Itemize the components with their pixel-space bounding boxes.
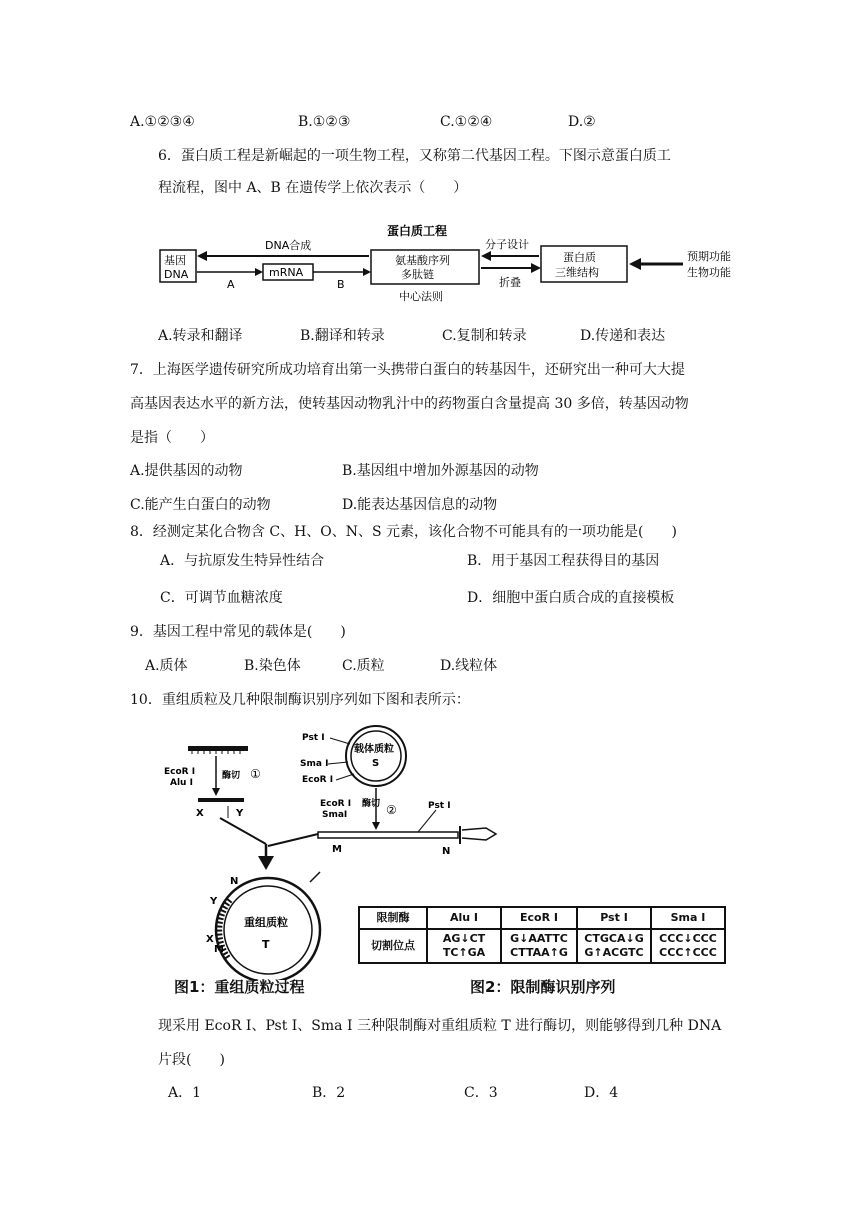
q5-option-d: D.② xyxy=(568,114,596,130)
cut-1-label: 酶切 xyxy=(222,771,241,781)
q7-option-a: A.提供基因的动物 xyxy=(130,463,243,479)
recomb-label-1: 重组质粒 xyxy=(244,916,288,929)
pst-label: Pst I xyxy=(302,733,325,743)
table-cell-sma xyxy=(651,929,725,963)
q8-option-c: C．可调节血糖浓度 xyxy=(160,590,283,606)
alu-bottom: TC↑GA xyxy=(442,946,486,959)
q9-stem: 9．基因工程中常见的载体是( ) xyxy=(130,624,346,640)
gene-box-line2: DNA xyxy=(164,268,189,281)
q10-option-a: A．1 xyxy=(168,1085,202,1101)
q9-option-d: D.线粒体 xyxy=(440,658,498,674)
q9-option-c: C.质粒 xyxy=(342,658,385,674)
linear-vector xyxy=(318,832,458,838)
y-label: Y xyxy=(236,808,244,819)
a-arrowhead xyxy=(255,268,263,276)
table-header-enzyme: 限制酶 xyxy=(359,907,427,929)
q8-option-d: D．细胞中蛋白质合成的直接模板 xyxy=(467,590,675,606)
gene-fragment-top xyxy=(188,746,248,751)
vector-plasmid-inner xyxy=(351,731,401,781)
table-row-label: 切割位点 xyxy=(359,929,427,963)
q5-option-a: A.①②③④ xyxy=(130,114,195,130)
m2-label: M xyxy=(214,944,224,955)
dna-synthesis-label: DNA合成 xyxy=(265,239,312,252)
sma-top: CCC↓CCC xyxy=(659,932,717,945)
amino-acid-line2: 多肽链 xyxy=(401,268,434,281)
converge-left xyxy=(220,818,266,844)
table-cell-alu xyxy=(427,929,501,963)
molecular-design-label: 分子设计 xyxy=(485,238,529,251)
q7-stem-line2: 高基因表达水平的新方法，使转基因动物乳汁中的药物蛋白含量提高 30 多倍，转基因动物 xyxy=(130,396,689,412)
expected-function-line1: 预期功能 xyxy=(687,250,731,263)
pointer-arrow xyxy=(310,872,320,882)
q7-option-b: B.基因组中增加外源基因的动物 xyxy=(342,463,539,479)
q10-question-line1: 现采用 EcoR I、Pst I、Sma I 三种限制酶对重组质粒 T 进行酶切，则能够得到几种 DNA xyxy=(158,1018,722,1034)
table-header-sma: Sma I xyxy=(651,907,725,929)
q8-option-a: A．与抗原发生特异性结合 xyxy=(160,553,325,569)
amino-acid-line1: 氨基酸序列 xyxy=(395,254,450,267)
mid-enzyme-1: EcoR I xyxy=(320,799,352,809)
ecor-bottom: CTTAA↑G xyxy=(510,946,568,959)
cut-2-label: 酶切 xyxy=(362,799,381,809)
enzyme-table xyxy=(358,906,726,964)
pst-bottom: G↑ACGTC xyxy=(584,946,644,959)
table-cell-pst xyxy=(577,929,651,963)
folding-label: 折叠 xyxy=(499,276,521,289)
alu-top: AG↓CT xyxy=(442,932,486,945)
ecor-top: G↓AATTC xyxy=(510,932,568,945)
sma-tick xyxy=(328,762,348,764)
expected-function-line2: 生物功能 xyxy=(687,266,731,279)
q7-option-c: C.能产生白蛋白的动物 xyxy=(130,497,271,513)
mid-enzyme-2: SmaI xyxy=(322,810,348,820)
q7-stem-line3: 是指（ ） xyxy=(130,430,214,446)
linear-vector-tip xyxy=(462,828,496,840)
protein-line1: 蛋白质 xyxy=(563,251,596,264)
table-header-ecor: EcoR I xyxy=(501,907,577,929)
protein-engineering-diagram xyxy=(155,220,755,310)
label-a: A xyxy=(227,278,235,291)
gene-box-line1: 基因 xyxy=(164,254,186,267)
ecor-label: EcoR I xyxy=(302,775,334,785)
x2-label: X xyxy=(206,934,214,945)
recombinant-plasmid-outer xyxy=(216,878,320,980)
gene-fragment-bottom xyxy=(198,798,244,802)
dna-synthesis-arrowhead xyxy=(197,251,207,261)
label-b: B xyxy=(337,278,345,291)
b-arrowhead xyxy=(363,268,371,276)
function-arrowhead xyxy=(629,258,641,270)
q7-option-d: D.能表达基因信息的动物 xyxy=(342,497,498,513)
fig1-caption: 图1：重组质粒过程 xyxy=(174,978,305,996)
fig2-caption: 图2：限制酶识别序列 xyxy=(470,978,616,996)
q6-stem-line1: 6．蛋白质工程是新崛起的一项生物工程，又称第二代基因工程。下图示意蛋白质工 xyxy=(158,148,671,164)
q5-option-c: C.①②④ xyxy=(440,114,493,130)
q10-option-d: D．4 xyxy=(584,1085,619,1101)
converge-right xyxy=(268,834,318,846)
q7-stem-line1: 7．上海医学遗传研究所成功培育出第一头携带白蛋白的转基因牛，还研究出一种可大大提 xyxy=(130,362,685,378)
q5-option-b: B.①②③ xyxy=(298,114,351,130)
q8-option-b: B．用于基因工程获得目的基因 xyxy=(467,553,660,569)
table-header-pst: Pst I xyxy=(577,907,651,929)
vector-plasmid-outer xyxy=(346,726,406,786)
left-enzyme-2: Alu I xyxy=(170,778,193,788)
protein-line2: 三维结构 xyxy=(555,266,599,279)
n-label: N xyxy=(442,846,451,857)
converge-arrowhead xyxy=(258,856,274,870)
q8-stem: 8．经测定某化合物含 C、H、O、N、S 元素，该化合物不可能具有的一项功能是( ) xyxy=(130,524,677,540)
cut-1-circle: ① xyxy=(250,767,261,781)
table-cell-ecor xyxy=(501,929,577,963)
y2-label: Y xyxy=(210,896,218,907)
fold-arrowhead xyxy=(531,263,541,273)
cut-2-arrowhead xyxy=(372,822,380,830)
q6-option-d: D.传递和表达 xyxy=(580,328,666,344)
q10-option-c: C．3 xyxy=(464,1085,498,1101)
mrna-label: mRNA xyxy=(269,266,304,279)
vector-label-2: S xyxy=(372,758,380,769)
q10-stem: 10．重组质粒及几种限制酶识别序列如下图和表所示： xyxy=(130,692,470,708)
sma-label: Sma I xyxy=(300,759,329,769)
pst-tick xyxy=(330,738,350,744)
design-arrowhead xyxy=(481,251,491,261)
m-label: M xyxy=(332,844,342,855)
q10-question-line2: 片段( ) xyxy=(158,1052,225,1068)
q10-option-b: B．2 xyxy=(312,1085,346,1101)
q9-option-b: B.染色体 xyxy=(244,658,301,674)
x-label: X xyxy=(196,808,204,819)
q9-option-a: A.质体 xyxy=(145,658,188,674)
sma-bottom: CCC↑CCC xyxy=(659,946,717,959)
q6-stem-line2: 程流程，图中 A、B 在遗传学上依次表示（ ） xyxy=(158,180,468,196)
table-header-alu: Alu I xyxy=(427,907,501,929)
recomb-label-2: T xyxy=(262,938,270,951)
left-enzyme-1: EcoR I xyxy=(164,767,196,777)
ecor-tick xyxy=(336,774,354,780)
pst2-tick xyxy=(418,810,436,832)
pst-top: CTGCA↓G xyxy=(584,932,644,945)
cut-1-arrowhead xyxy=(212,788,220,796)
recombinant-plasmid-inner xyxy=(224,886,312,974)
n2-label: N xyxy=(230,876,239,887)
q6-option-b: B.翻译和转录 xyxy=(300,328,385,344)
pst2-label: Pst I xyxy=(428,801,451,811)
vector-label-1: 载体质粒 xyxy=(354,744,394,755)
diagram-title: 蛋白质工程 xyxy=(387,224,448,238)
q6-option-a: A.转录和翻译 xyxy=(158,328,243,344)
q6-option-c: C.复制和转录 xyxy=(442,328,527,344)
central-dogma-label: 中心法则 xyxy=(399,290,443,303)
cut-2-circle: ② xyxy=(386,803,397,817)
